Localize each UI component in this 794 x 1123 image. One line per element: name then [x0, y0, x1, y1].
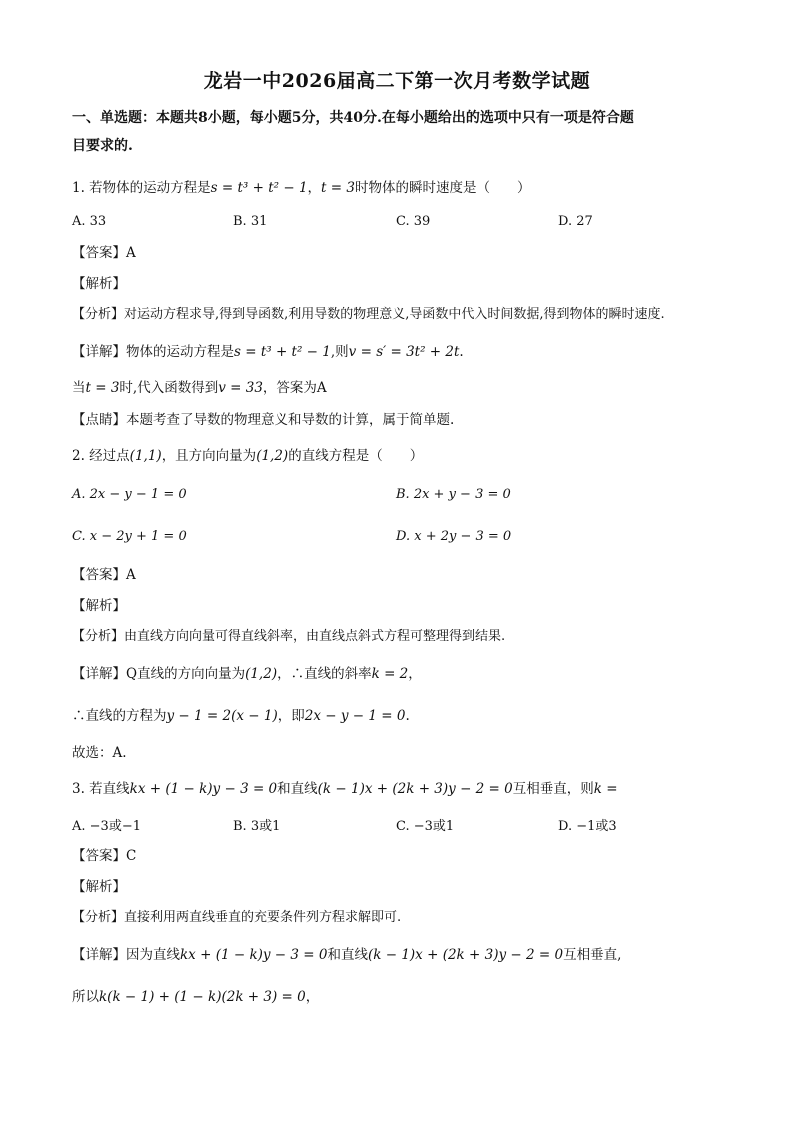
q3-suoyi: [72, 987, 732, 1007]
q3-xiangjie-line1: kx + (1 − k)y − 3 = 0: [180, 947, 328, 963]
q1-option-b: B. 31: [233, 214, 268, 229]
q1-fenxi: 【分析】对运动方程求导,得到导函数,利用导数的物理意义,导函数中代入时间数据,得到物体的瞬时速度.: [72, 307, 665, 322]
q1-xiangjie-equation: s = t³ + t² − 1: [234, 344, 331, 360]
q3-stem-text-a: 3. 若直线: [72, 781, 130, 797]
q3-option-c: C. −3或1: [396, 819, 455, 834]
q3-suoyi-text-a: 所以: [72, 989, 99, 1005]
q2-stem-text-b: ，且方向向量为: [161, 448, 257, 464]
exam-title: 龙岩一中2026届高二下第一次月考数学试题: [203, 70, 591, 92]
q2-xiangjie-text-a: 【详解】Q直线的方向向量为: [72, 666, 246, 682]
q3-stem: [72, 779, 732, 799]
q1-xiangjie-derivative: v = s′ = 3t² + 2t: [348, 344, 460, 360]
q2-answer: 【答案】A: [72, 567, 136, 583]
q3-suoyi-equation: k(k − 1) + (1 − k)(2k + 3) = 0: [99, 989, 306, 1005]
q2-option-b: B. 2x + y − 3 = 0: [396, 487, 511, 502]
q3-stem-line2: (k − 1)x + (2k + 3)y − 2 = 0: [317, 781, 513, 797]
q3-analysis: 【解析】: [72, 879, 126, 895]
q1-option-d: D. 27: [558, 214, 593, 229]
q1-when-velocity: v = 33: [218, 380, 263, 396]
q1-stem: [72, 178, 732, 198]
q1-xiangjie-text-c: .: [459, 344, 464, 360]
q1-xiangjie-text-a: 【详解】物体的运动方程是: [72, 344, 234, 360]
section-header-line1: 一、单选题：本题共8小题，每小题5分，共40分.在每小题给出的选项中只有一项是符合题: [72, 110, 634, 126]
q1-when-text-b: 时,代入函数得到: [119, 380, 219, 396]
q1-xiangjie: [72, 342, 732, 362]
q1-stem-time: t = 3: [321, 180, 355, 196]
q2-option-d: D. x + 2y − 3 = 0: [396, 529, 512, 544]
q2-choose: 故选：A.: [72, 745, 127, 761]
q1-stem-text-c: 时物体的瞬时速度是（ ）: [354, 180, 531, 196]
q3-stem-k: k =: [593, 781, 618, 797]
q2-stem-vector: (1,2): [256, 448, 289, 464]
q1-stem-equation: s = t³ + t² − 1: [210, 180, 308, 196]
q3-suoyi-text-b: ，: [305, 989, 320, 1005]
q2-line-equation: [72, 706, 732, 726]
q3-xiangjie-text-b: 和直线: [327, 947, 368, 963]
q2-option-a: A. 2x − y − 1 = 0: [72, 487, 187, 502]
q1-when: [72, 378, 732, 398]
q2-stem-text-c: 的直线方程是（ ）: [288, 448, 424, 464]
q1-when-text-c: ，答案为A: [262, 380, 327, 396]
q3-fenxi: 【分析】直接利用两直线垂直的充要条件列方程求解即可.: [72, 910, 402, 925]
q2-xiangjie-slope: k = 2: [371, 666, 409, 682]
q2-line-text-c: .: [405, 708, 410, 724]
q2-xiangjie-vector: (1,2): [245, 666, 278, 682]
q2-stem-text-a: 2. 经过点: [72, 448, 130, 464]
q2-stem-point: (1,1): [129, 448, 162, 464]
section-header-line2: 目要求的.: [72, 138, 133, 154]
q3-option-d: D. −1或3: [558, 819, 617, 834]
q1-stem-text-a: 1. 若物体的运动方程是: [72, 180, 211, 196]
q3-xiangjie-text-a: 【详解】因为直线: [72, 947, 180, 963]
q3-stem-text-b: 和直线: [277, 781, 318, 797]
q2-stem: [72, 446, 732, 466]
q1-stem-text-b: ，: [307, 180, 322, 196]
q1-option-a: A. 33: [72, 214, 107, 229]
q2-xiangjie-text-c: ，: [408, 666, 422, 682]
q1-analysis: 【解析】: [72, 276, 126, 292]
q1-xiangjie-text-b: ,则: [330, 344, 349, 360]
q1-dianjing: 【点睛】本题考查了导数的物理意义和导数的计算，属于简单题.: [72, 412, 455, 428]
q3-xiangjie-text-c: 互相垂直,: [563, 947, 622, 963]
q3-option-a: A. −3或−1: [72, 819, 141, 834]
q3-xiangjie-line2: (k − 1)x + (2k + 3)y − 2 = 0: [367, 947, 564, 963]
q1-when-time: t = 3: [85, 380, 120, 396]
q1-answer: 【答案】A: [72, 245, 136, 261]
q1-when-text-a: 当: [72, 380, 86, 396]
q3-stem-line1: kx + (1 − k)y − 3 = 0: [129, 781, 278, 797]
q3-answer: 【答案】C: [72, 848, 137, 864]
q2-line-text-b: ，即: [277, 708, 305, 724]
q2-line-text-a: ∴直线的方程为: [72, 708, 167, 724]
q2-line-pointslope: y − 1 = 2(x − 1): [166, 708, 278, 724]
q2-option-c: C. x − 2y + 1 = 0: [72, 529, 187, 544]
q2-xiangjie-text-b: ，∴直线的斜率: [277, 666, 372, 682]
q2-analysis: 【解析】: [72, 598, 126, 614]
q2-line-general: 2x − y − 1 = 0: [304, 708, 406, 724]
q3-stem-text-c: 互相垂直，则: [512, 781, 594, 797]
q1-option-c: C. 39: [396, 214, 431, 229]
q2-xiangjie: [72, 664, 732, 684]
q2-fenxi: 【分析】由直线方向向量可得直线斜率，由直线点斜式方程可整理得到结果.: [72, 629, 506, 644]
q3-option-b: B. 3或1: [233, 819, 281, 834]
q3-xiangjie: [72, 945, 732, 965]
